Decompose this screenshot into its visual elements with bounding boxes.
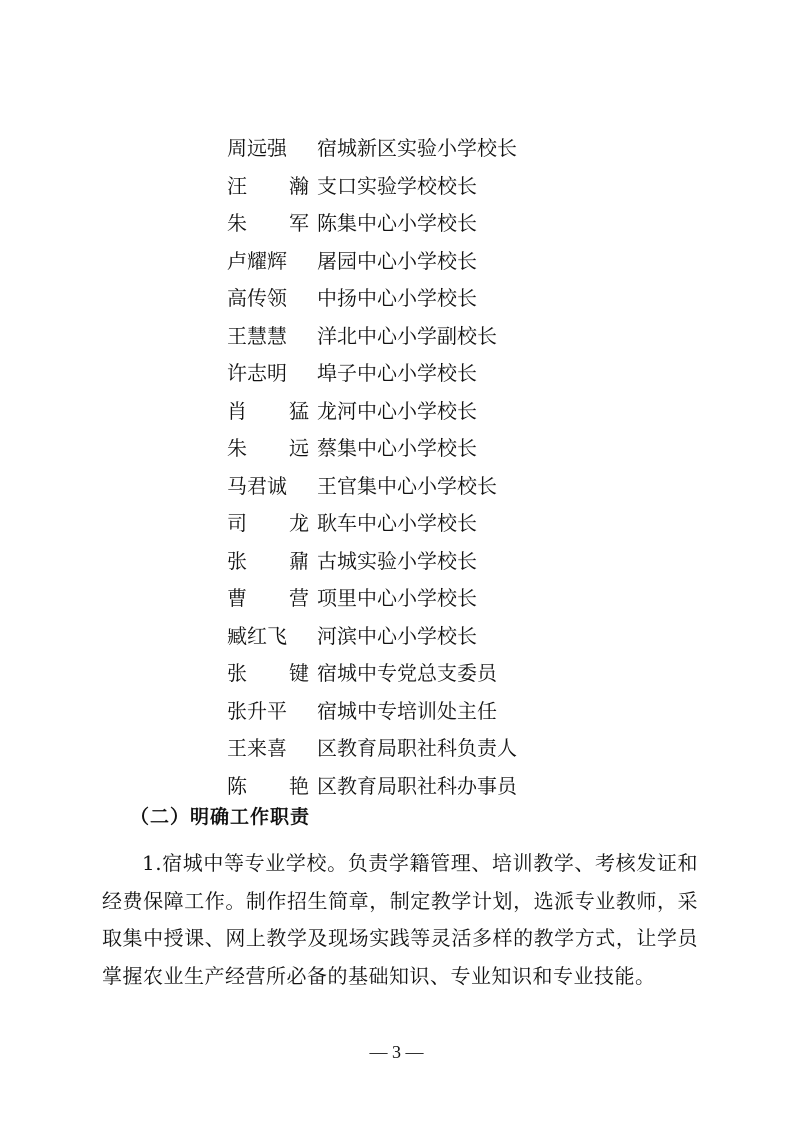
member-role: 宿城中专党总支委员 bbox=[317, 661, 497, 685]
member-row bbox=[227, 468, 707, 506]
member-row bbox=[227, 618, 707, 656]
member-role: 洋北中心小学副校长 bbox=[317, 323, 497, 348]
member-row bbox=[227, 355, 707, 393]
member-row bbox=[227, 318, 707, 356]
member-role: 宿城新区实验小学校长 bbox=[317, 136, 517, 160]
member-role: 项里中心小学校长 bbox=[317, 586, 477, 610]
member-row bbox=[227, 768, 707, 806]
body-paragraph bbox=[102, 845, 698, 995]
member-name: 高传领 bbox=[227, 286, 287, 310]
member-name: 王来喜 bbox=[227, 736, 287, 760]
member-role: 埠子中心小学校长 bbox=[317, 361, 477, 385]
member-role: 中扬中心小学校长 bbox=[317, 286, 477, 310]
member-name: 张键 bbox=[227, 661, 351, 685]
member-name: 肖猛 bbox=[227, 398, 351, 423]
member-name: 陈艳 bbox=[227, 773, 351, 798]
member-name: 朱军 bbox=[227, 211, 351, 235]
member-role: 区教育局职社科办事员 bbox=[317, 773, 517, 798]
member-name: 张升平 bbox=[227, 698, 287, 723]
member-name: 许志明 bbox=[227, 361, 287, 385]
member-row bbox=[227, 430, 707, 468]
member-row bbox=[227, 280, 707, 318]
member-row bbox=[227, 543, 707, 581]
paragraph-text: 1.宿城中等专业学校。负责学籍管理、培训教学、考核发证和经费保障工作。制作招生简章，制定教学计划，选派专业教师，采取集中授课、网上教学及现场实践等灵活多样的教学方式，让学员掌握农业生产经营所必备的基础知识、专业知识和专业技能。 bbox=[102, 851, 698, 988]
member-role: 区教育局职社科负责人 bbox=[317, 736, 517, 760]
member-name: 曹营 bbox=[227, 586, 351, 610]
member-name: 司龙 bbox=[227, 511, 351, 535]
member-name: 汪瀚 bbox=[227, 173, 351, 198]
member-list bbox=[227, 130, 707, 805]
member-name: 王慧慧 bbox=[227, 323, 287, 348]
member-role: 屠园中心小学校长 bbox=[317, 248, 477, 273]
member-role: 陈集中心小学校长 bbox=[317, 211, 477, 235]
member-row bbox=[227, 393, 707, 431]
member-role: 古城实验小学校长 bbox=[317, 548, 477, 573]
member-row bbox=[227, 730, 707, 768]
member-row bbox=[227, 693, 707, 731]
section-heading: （二）明确工作职责 bbox=[130, 806, 311, 828]
member-role: 耿车中心小学校长 bbox=[317, 511, 477, 535]
member-row bbox=[227, 655, 707, 693]
page-number: — 3 — bbox=[369, 1042, 424, 1062]
member-role: 宿城中专培训处主任 bbox=[317, 698, 497, 723]
member-role: 河滨中心小学校长 bbox=[317, 623, 477, 648]
member-row bbox=[227, 130, 707, 168]
member-row bbox=[227, 580, 707, 618]
member-row bbox=[227, 168, 707, 206]
member-role: 王官集中心小学校长 bbox=[317, 473, 497, 498]
member-row bbox=[227, 243, 707, 281]
member-row bbox=[227, 505, 707, 543]
member-name: 马君诚 bbox=[227, 473, 287, 498]
member-role: 蔡集中心小学校长 bbox=[317, 436, 477, 460]
member-name: 卢耀辉 bbox=[227, 248, 287, 273]
member-name: 朱远 bbox=[227, 436, 351, 460]
member-name: 周远强 bbox=[227, 136, 287, 160]
member-role: 支口实验学校校长 bbox=[317, 173, 477, 198]
member-name: 臧红飞 bbox=[227, 623, 287, 648]
member-role: 龙河中心小学校长 bbox=[317, 398, 477, 423]
member-row bbox=[227, 205, 707, 243]
member-name: 张鼐 bbox=[227, 548, 351, 573]
